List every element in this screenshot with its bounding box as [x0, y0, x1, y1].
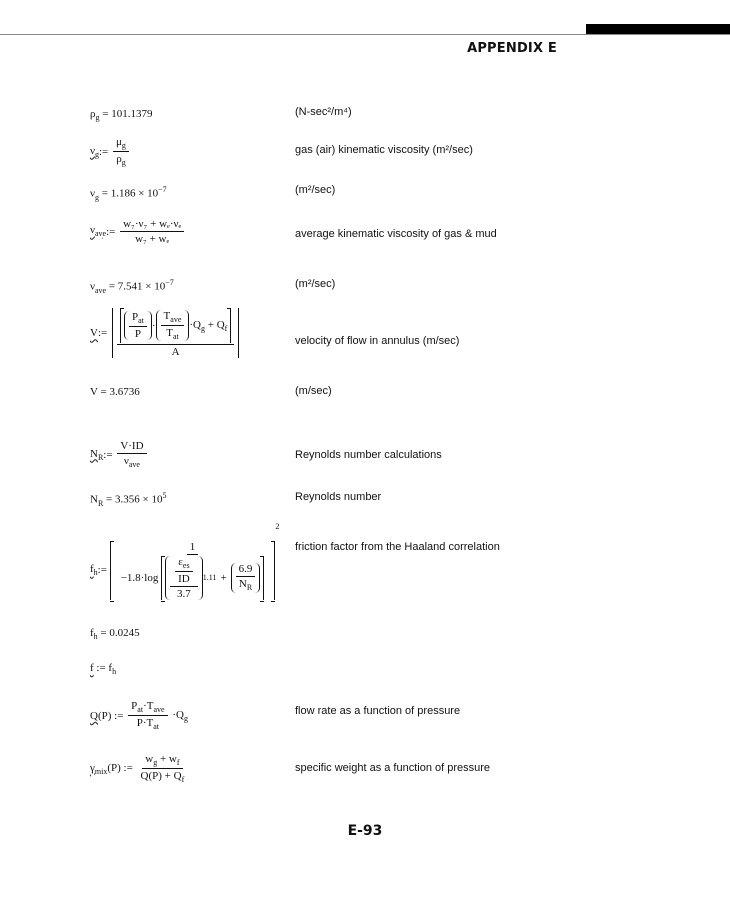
eq-nr-value: $N_R = 3.356 \times 10^5$	[90, 491, 167, 508]
eq-v-value: V = 3.6736	[90, 386, 140, 398]
eq-nr-def: $N_R:=$ $\frac{V\cdot ID}{\nu_{ave}}$	[90, 440, 149, 469]
eq-nu-ave-def: $\nu_{ave}:=$ $\frac{\text{w₇·ν₇ + wₑ·νₑ}}{\text{w₇ + wₑ}}$	[90, 218, 186, 245]
desc-nr: Reynolds number calculations	[295, 449, 442, 461]
appendix-title: APPENDIX E	[467, 41, 557, 56]
desc-v-units: (m/sec)	[295, 385, 332, 397]
eq-nu-g-value: $\nu_g = 1.186 \times 10^{-7}$	[90, 185, 167, 202]
eq-nu-ave-value: $\nu_{ave} = 7.541 \times 10^{-7}$	[90, 278, 174, 295]
desc-v: velocity of flow in annulus (m/sec)	[295, 335, 460, 347]
eq-v-def: V:= $\frac{P_{at}}{P}$ · $\frac{T_{ave}}{T_{at}}$ $\cdot Q_g + Q_f$ A	[90, 308, 241, 358]
eq-rho-g-value: $\rho_g = 101.1379$	[90, 108, 153, 123]
desc-nr-value: Reynolds number	[295, 491, 382, 503]
desc-nu-ave: average kinematic viscosity of gas & mud	[295, 228, 497, 240]
eq-q-def: Q(P) := $\frac{P_{at}\cdot T_{ave}}{P\cdot T_{at}}$ $\cdot Q_g$	[90, 700, 188, 732]
eq-f-assign: f := $f_h$	[90, 662, 117, 677]
eq-gamma-def: $\gamma_{mix}(P)$ := $\frac{w_g + w_f}{Q(P) + Q_f}$	[90, 753, 185, 785]
page-number: E-93	[347, 823, 383, 839]
desc-rho-g-units: (N-sec²/m⁴)	[295, 106, 352, 118]
desc-fh: friction factor from the Haaland correlation	[295, 541, 500, 553]
desc-nu-g: gas (air) kinematic viscosity (m²/sec)	[295, 144, 473, 156]
desc-nu-g-units: (m²/sec)	[295, 184, 336, 196]
desc-gamma: specific weight as a function of pressure	[295, 762, 491, 774]
desc-q: flow rate as a function of pressure	[295, 705, 461, 717]
desc-nu-ave-units: (m²/sec)	[295, 278, 336, 290]
eq-fh-def: $f_h:=$ 1 −1.8·log $\frac{\frac{\varepsilon_{es}}{ID}}{3.7}$ 1.11 + $\frac{6.9}{N_R}$ $^2$	[90, 522, 280, 601]
eq-fh-value: $f_h = 0.0245$	[90, 627, 140, 642]
header-rule	[0, 34, 730, 35]
eq-nu-g-def: $\nu_g:=$ $\frac{\mu_g}{\rho_g}$	[90, 136, 131, 167]
